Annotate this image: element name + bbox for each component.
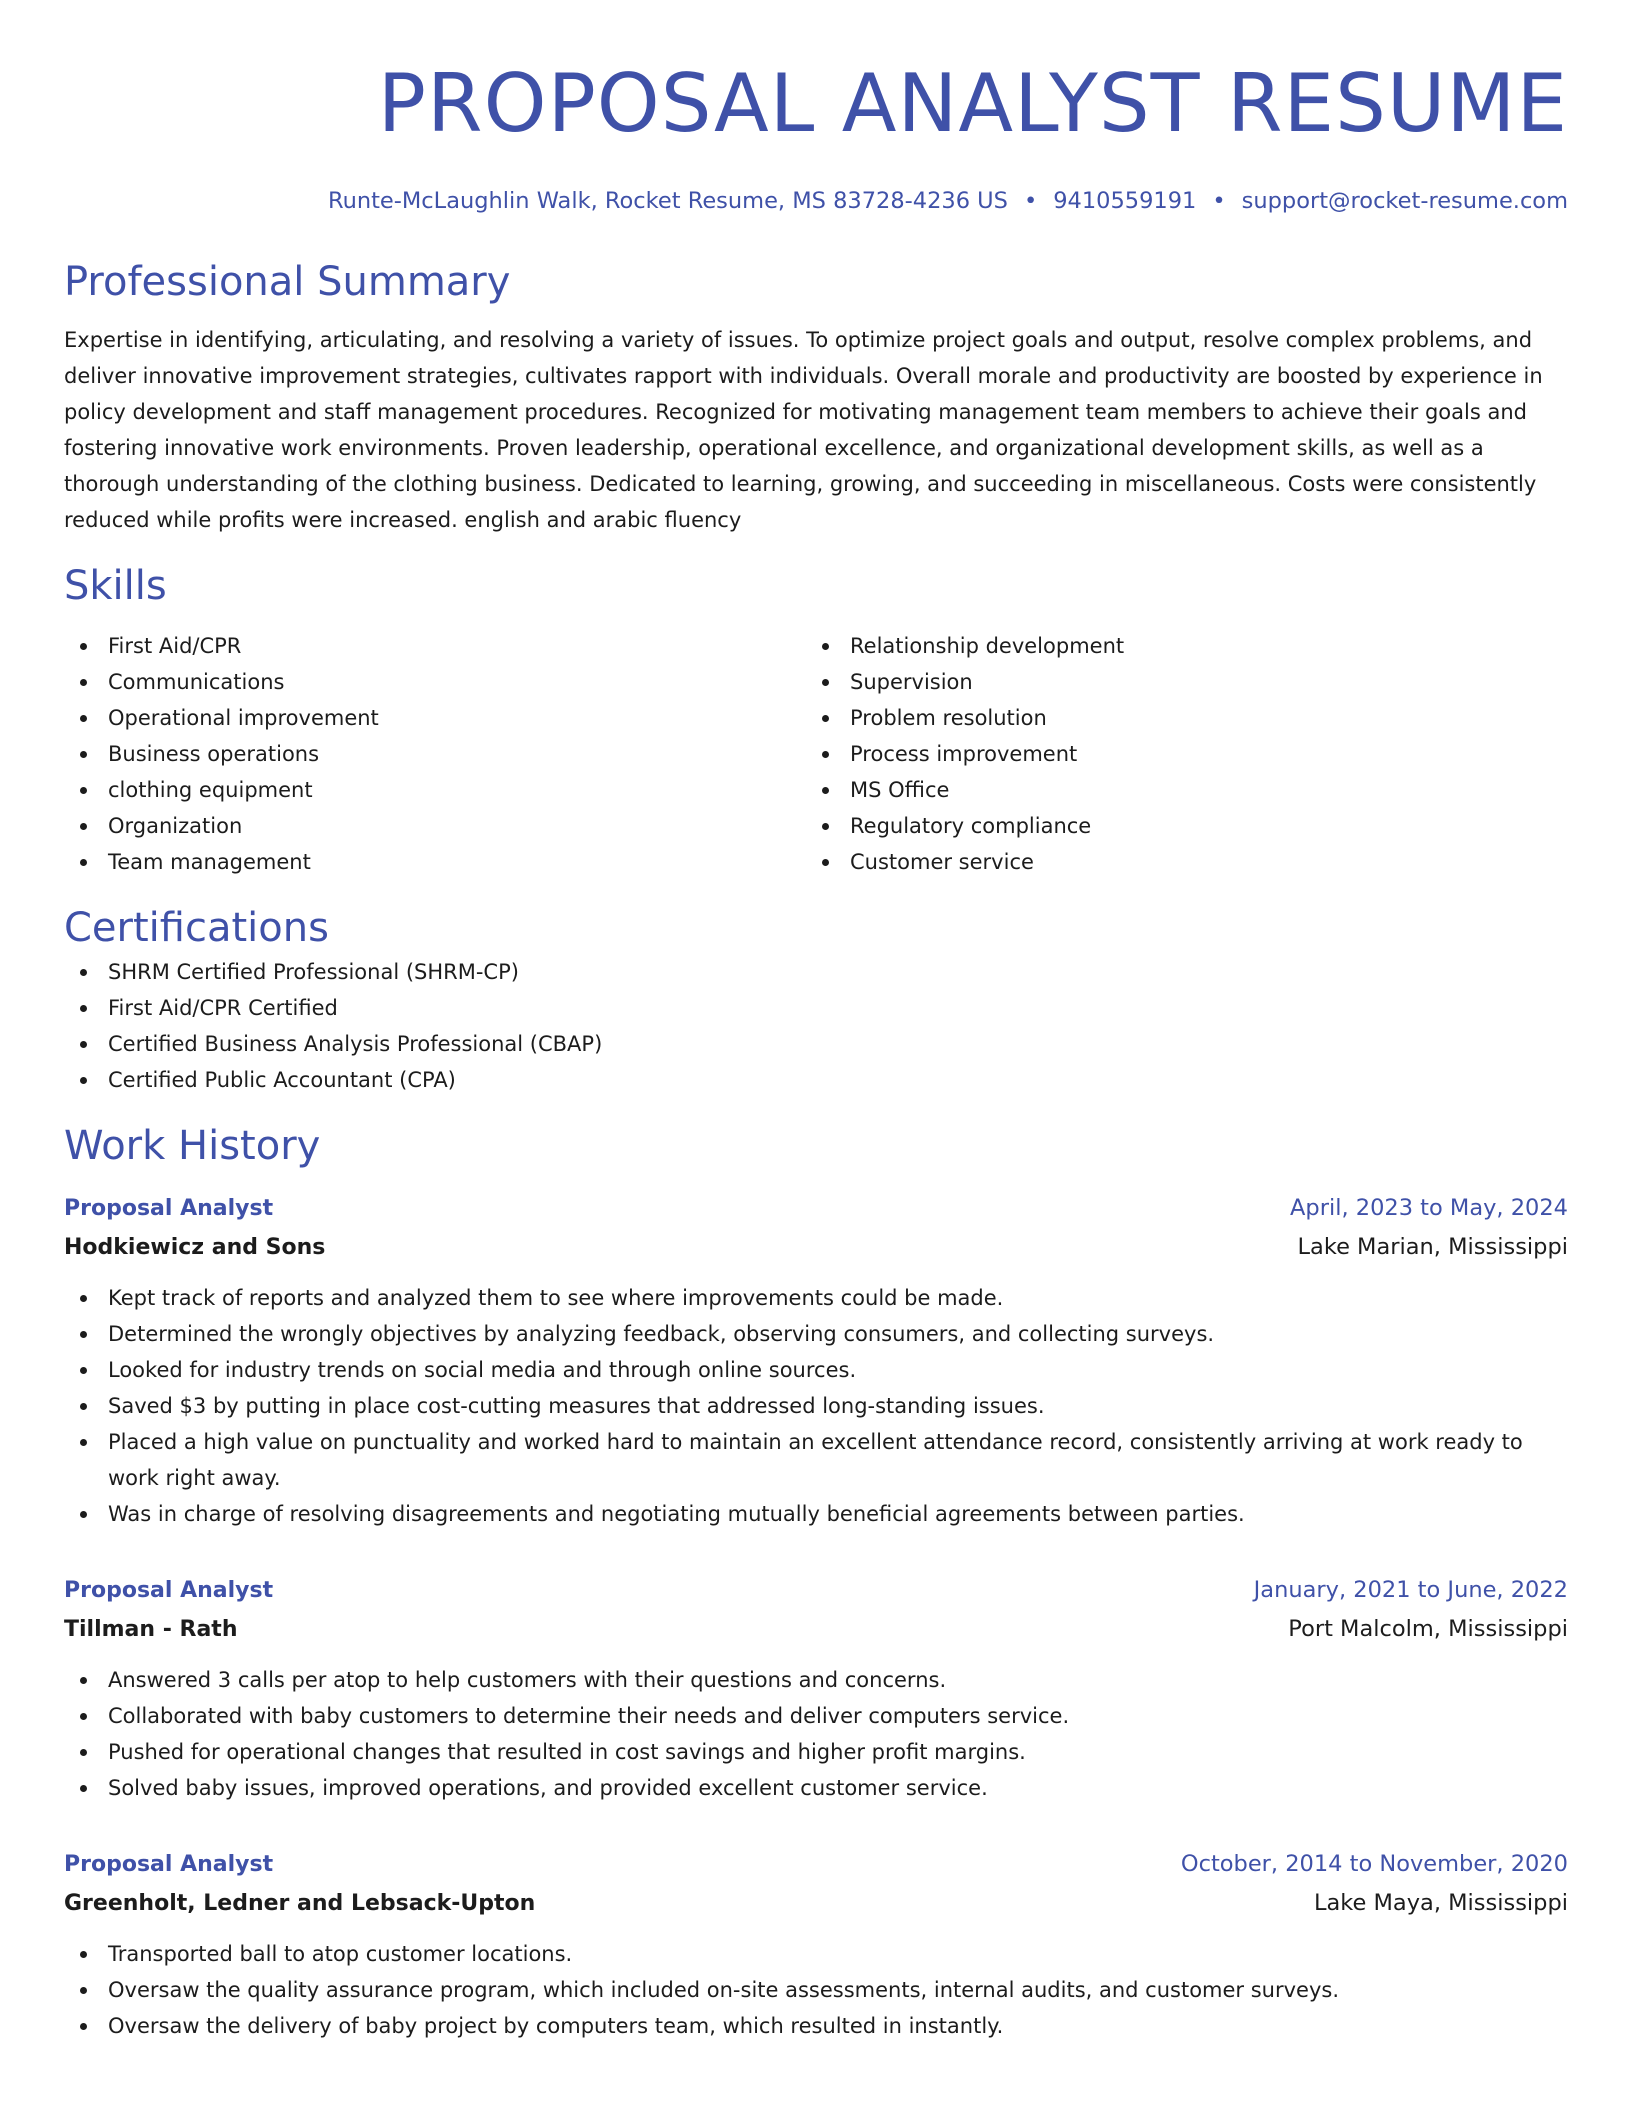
skills-section: [64, 560, 1568, 880]
job-bullet: Collaborated with baby customers to determine their needs and deliver computers service.: [64, 1698, 1568, 1734]
skills-columns: [64, 628, 1568, 880]
skill-item: Team management: [64, 844, 806, 880]
job-bullets: [64, 1936, 1568, 2044]
work-history-heading: Work History: [64, 1123, 321, 1169]
job-entry: [64, 1572, 1568, 1806]
job-location: Lake Maya, Mississippi: [1313, 1890, 1568, 1916]
certification-item: Certified Business Analysis Professional (CBAP): [64, 1026, 1568, 1062]
skill-item: Regulatory compliance: [806, 808, 1548, 844]
certification-item: Certified Public Accountant (CPA): [64, 1062, 1568, 1098]
certifications-section: [64, 902, 1568, 1098]
skill-item: Customer service: [806, 844, 1548, 880]
contact-address: Runte-McLaughlin Walk, Rocket Resume, MS 83728-4236 US: [327, 188, 1008, 214]
job-location: Lake Marian, Mississippi: [1297, 1234, 1568, 1260]
skill-item: Business operations: [64, 736, 806, 772]
job-company: Greenholt, Ledner and Lebsack-Upton: [64, 1891, 536, 1916]
job-header-row: [64, 1846, 1568, 1883]
skills-column-right: [806, 628, 1548, 880]
job-bullet: Kept track of reports and analyzed them to see where improvements could be made.: [64, 1280, 1568, 1316]
job-bullet: Answered 3 calls per atop to help customers with their questions and concerns.: [64, 1662, 1568, 1698]
job-bullet: Looked for industry trends on social media and through online sources.: [64, 1352, 1568, 1388]
job-bullets: [64, 1662, 1568, 1806]
job-company: Tillman - Rath: [64, 1617, 238, 1642]
job-dates: October, 2014 to November, 2020: [1180, 1851, 1568, 1877]
job-bullet: Pushed for operational changes that resulted in cost savings and higher profit margins.: [64, 1734, 1568, 1770]
resume-title: PROPOSAL ANALYST RESUME: [377, 57, 1568, 150]
skill-item: Organization: [64, 808, 806, 844]
summary-text: Expertise in identifying, articulating, and resolving a variety of issues. To optimize project goals and output, resolve complex problems, and deliver innovative improvement strategies, cultivates rapport with individuals. Overall morale and productivity are boosted by experience in policy development and staff management procedures. Recognized for motivating management team members to achieve their goals and fostering innovative work environments. Proven leadership, operational excellence, and organizational development skills, as well as a thorough understanding of the clothing business. Dedicated to learning, growing, and succeeding in miscellaneous. Costs were consistently reduced while profits were increased. english and arabic fluency: [64, 328, 1543, 532]
contact-line: [64, 184, 1568, 218]
job-title: Proposal Analyst: [64, 1852, 274, 1877]
skill-item: Communications: [64, 664, 806, 700]
certification-item: SHRM Certified Professional (SHRM-CP): [64, 954, 1568, 990]
job-bullet: Determined the wrongly objectives by analyzing feedback, observing consumers, and collecting surveys.: [64, 1316, 1568, 1352]
skill-item: Relationship development: [806, 628, 1548, 664]
contact-email[interactable]: support@rocket-resume.com: [1241, 188, 1568, 214]
separator-dot: •: [1212, 188, 1226, 214]
skills-list-right: [806, 628, 1548, 880]
skill-item: MS Office: [806, 772, 1548, 808]
job-bullet: Placed a high value on punctuality and worked hard to maintain an excellent attendance record, consistently arriving at work ready to work right away.: [64, 1424, 1568, 1496]
job-dates: April, 2023 to May, 2024: [1290, 1195, 1568, 1221]
job-dates: January, 2021 to June, 2022: [1253, 1577, 1568, 1603]
job-company: Hodkiewicz and Sons: [64, 1235, 326, 1260]
skills-list-left: [64, 628, 806, 880]
job-bullet: Transported ball to atop customer locations.: [64, 1936, 1568, 1972]
skill-item: Problem resolution: [806, 700, 1548, 736]
job-bullet: Oversaw the delivery of baby project by computers team, which resulted in instantly.: [64, 2008, 1568, 2044]
skill-item: Process improvement: [806, 736, 1548, 772]
skill-item: First Aid/CPR: [64, 628, 806, 664]
job-title: Proposal Analyst: [64, 1196, 274, 1221]
skill-item: clothing equipment: [64, 772, 806, 808]
job-bullet: Was in charge of resolving disagreements and negotiating mutually beneficial agreements between parties.: [64, 1496, 1568, 1532]
job-entry: [64, 1190, 1568, 1532]
certifications-list: [64, 954, 1568, 1098]
job-company-row: [64, 1609, 1568, 1650]
job-bullets: [64, 1280, 1568, 1532]
skill-item: Operational improvement: [64, 700, 806, 736]
job-title: Proposal Analyst: [64, 1578, 274, 1603]
certification-item: First Aid/CPR Certified: [64, 990, 1568, 1026]
job-header-row: [64, 1572, 1568, 1609]
separator-dot: •: [1023, 188, 1038, 214]
contact-phone: 9410559191: [1053, 188, 1197, 214]
job-bullet: Solved baby issues, improved operations, and provided excellent customer service.: [64, 1770, 1568, 1806]
certifications-heading: Certifications: [64, 905, 329, 951]
job-bullet: Oversaw the quality assurance program, which included on-site assessments, internal audits, and customer surveys.: [64, 1972, 1568, 2008]
skill-item: Supervision: [806, 664, 1548, 700]
job-company-row: [64, 1227, 1568, 1268]
job-bullet: Saved $3 by putting in place cost-cutting measures that addressed long-standing issues.: [64, 1388, 1568, 1424]
skills-heading: Skills: [64, 563, 167, 609]
job-entry: [64, 1846, 1568, 2044]
job-location: Port Malcolm, Mississippi: [1288, 1616, 1568, 1642]
skills-column-left: [64, 628, 806, 880]
work-history-section: [64, 1120, 1568, 2044]
job-header-row: [64, 1190, 1568, 1227]
summary-heading: Professional Summary: [64, 259, 511, 305]
summary-section: [64, 256, 1568, 538]
job-company-row: [64, 1883, 1568, 1924]
